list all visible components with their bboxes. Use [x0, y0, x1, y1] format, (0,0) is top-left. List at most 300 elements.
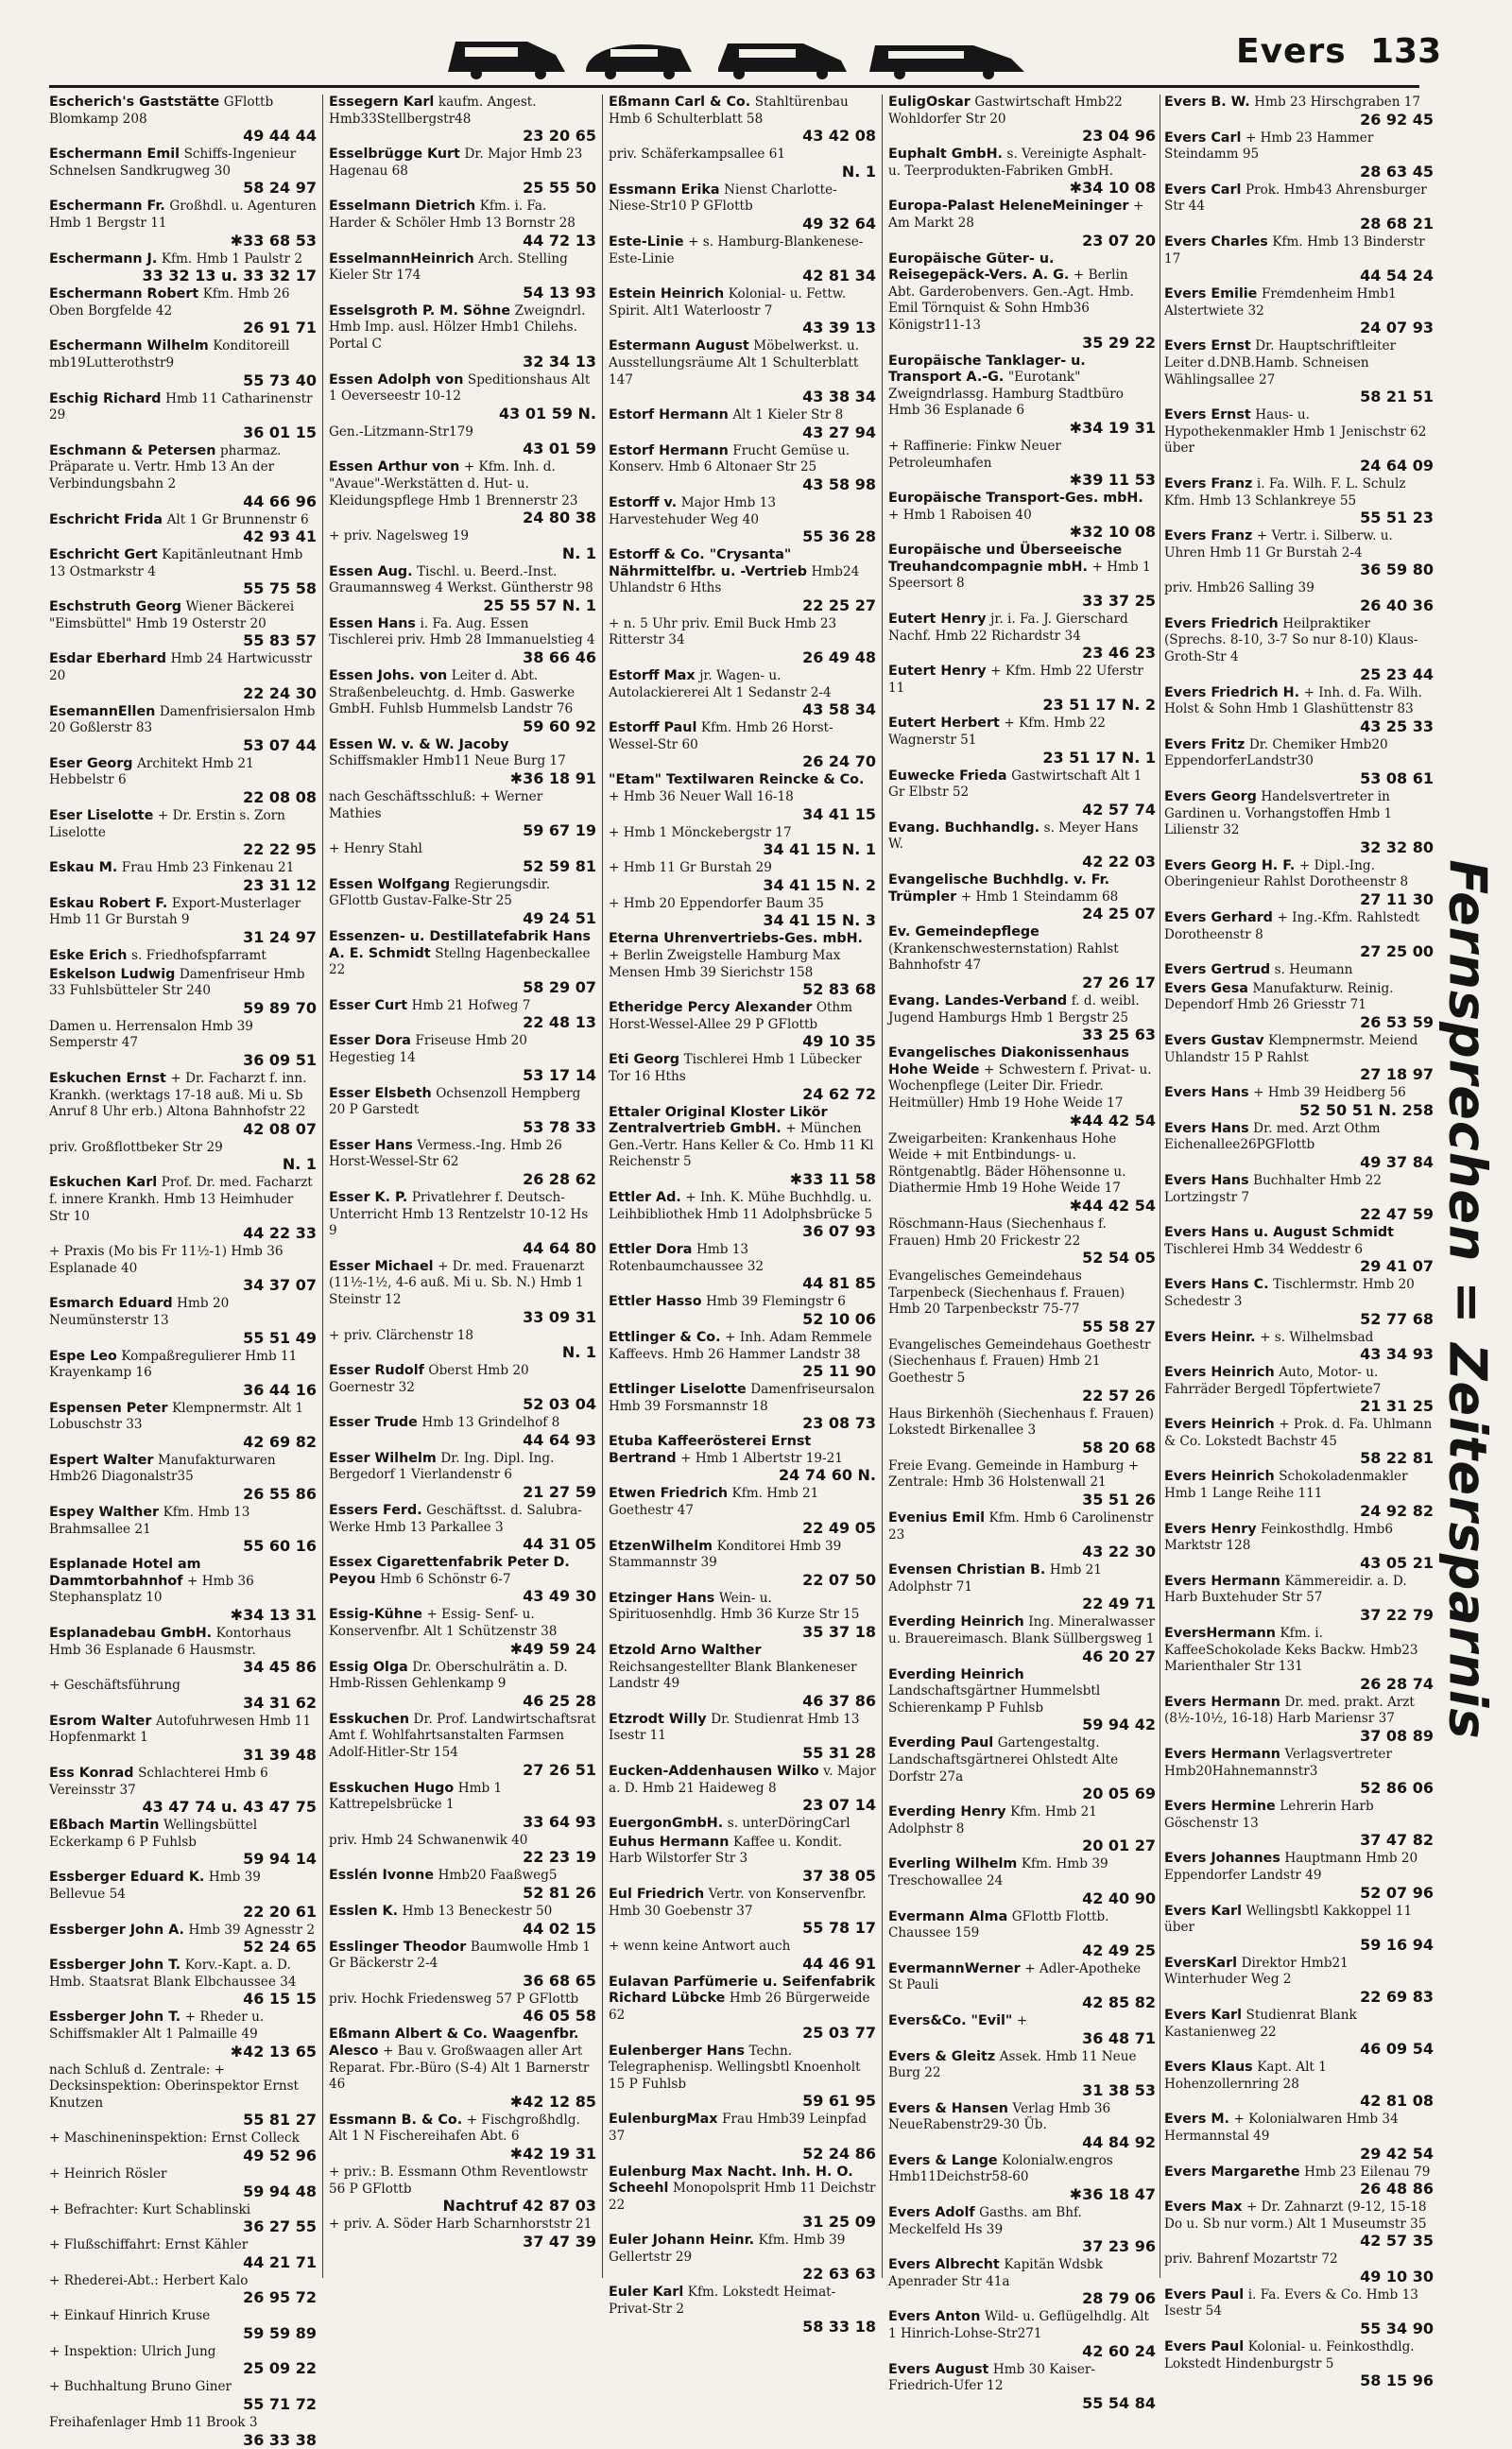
- entry-phone: 44 64 93: [523, 1430, 596, 1449]
- entry-details: Kfm. Lokstedt Heimat-Privat-Str 2: [609, 2285, 836, 2318]
- entry-phone: 37 47 82: [1360, 1831, 1434, 1850]
- entry-phone: 46 20 27: [1082, 1647, 1156, 1665]
- entry-name: Estein Heinrich: [609, 286, 725, 302]
- entry-details: + Kfm. Hmb 22 Wagnerstr 51: [888, 716, 1106, 749]
- entry-phone: 44 02 15: [523, 1919, 596, 1938]
- entry-details: s. Meyer Hans W.: [888, 819, 1139, 853]
- entry-name: EuergonGmbH.: [609, 1816, 724, 1832]
- directory-entry: [609, 286, 876, 336]
- entry-phone: 42 57 74: [1082, 800, 1156, 819]
- entry-name: Esslén Ivonne: [329, 1868, 435, 1884]
- entry-details: Hmb 11 Catharinenstr 29: [49, 390, 313, 423]
- directory-entry: [609, 2285, 876, 2335]
- header-rule: [49, 85, 1419, 88]
- directory-entry: [1164, 1626, 1434, 1693]
- column-divider: [882, 95, 883, 2278]
- entry-phone: 23 46 23: [1082, 644, 1156, 663]
- entry-name: Eulenburg Max Nacht. Inh. H. O. Scheehl: [609, 2164, 853, 2197]
- entry-details: Reichsangestellter Blank Blankeneser Landstr 49: [609, 1659, 857, 1692]
- directory-entry: [1164, 528, 1434, 578]
- entry-name: Eschricht Frida: [49, 511, 163, 527]
- entry-name: Eschig Richard: [49, 390, 162, 406]
- entry-details: Schiffs-Ingenieur Schnelsen Sandkrugweg 30: [49, 147, 297, 179]
- entry-details: + Hmb 20 Eppendorfer Baum 35: [609, 895, 824, 911]
- directory-entry: [49, 95, 317, 145]
- entry-details: Wellingsbtl Kakkoppel 11 über: [1164, 1903, 1413, 1936]
- directory-entry: [329, 1086, 596, 1136]
- entry-details: Dr. Chemiker Hmb20 EppendorferLandstr30: [1164, 736, 1388, 769]
- entry-phone: 24 74 60 N.: [779, 1466, 876, 1485]
- directory-entry: [1164, 962, 1434, 979]
- entry-phone: ✱34 19 31: [1069, 418, 1156, 437]
- entry-details: + Kfm. Inh. d. "Avaue"-Werkstätten d. Hut- u. Kleidungspflege Hmb 1 Brennerstr 23: [329, 459, 578, 509]
- directory-entry: [888, 1961, 1156, 2011]
- entry-details: Kfm. Hmb 13 Binderstr 17: [1164, 233, 1425, 267]
- entry-phone: 37 47 39: [523, 2232, 596, 2251]
- entry-name: Eutert Herbert: [888, 716, 1000, 732]
- entry-name: Essen Wolfgang: [329, 876, 451, 892]
- entry-details: Damen u. Herrensalon Hmb 39 Semperstr 47: [49, 1018, 253, 1051]
- entry-phone: 23 51 17 N. 1: [1042, 748, 1156, 767]
- entry-name: Estorff v.: [609, 494, 678, 510]
- entry-name: Europäische Transport-Ges. mbH.: [888, 491, 1143, 507]
- entry-details: (Krankenschwesternstation) Rahlst Bahnhofstr 47: [888, 940, 1119, 974]
- entry-details: + Hmb 1 Speersort 8: [888, 559, 1151, 592]
- directory-entry: [888, 2257, 1156, 2307]
- directory-entry: [888, 1856, 1156, 1906]
- entry-phone: 37 38 05: [802, 1866, 876, 1885]
- entry-name: EtzenWilhelm: [609, 1538, 713, 1554]
- entry-details: Kfm. Hmb 6 Carolinenstr 23: [888, 1510, 1154, 1543]
- entry-name: Este-Linie: [609, 233, 684, 250]
- entry-phone: 42 93 41: [243, 527, 317, 546]
- entry-details: Prok. Hmb43 Ahrensburger Str 44: [1164, 181, 1427, 215]
- directory-entry: [1164, 2008, 1434, 2058]
- directory-entry: [1164, 407, 1434, 474]
- entry-name: Ettler Dora: [609, 1242, 693, 1258]
- entry-phone: 58 33 18: [802, 2317, 876, 2336]
- entry-phone: 52 54 05: [1082, 1249, 1156, 1268]
- entry-phone: 42 22 03: [1082, 853, 1156, 871]
- entry-details: + Henry Stahl: [329, 841, 422, 857]
- entry-details: + Einkauf Hinrich Kruse: [49, 2308, 211, 2324]
- directory-entry: [609, 1539, 876, 1589]
- entry-name: Eschermann Robert: [49, 286, 199, 302]
- column-divider: [602, 95, 603, 2278]
- entry-details: Friseuse Hmb 20 Hegestieg 14: [329, 1033, 527, 1065]
- directory-entry: [888, 1337, 1156, 1405]
- entry-details: Lehrerin Harb Göschenstr 13: [1164, 1799, 1374, 1831]
- entry-name: Esplanade Hotel am Dammtorbahnhof: [49, 1557, 201, 1589]
- directory-entry: [49, 1244, 317, 1294]
- entry-name: Etuba Kaffeerösterei Ernst Bertrand: [609, 1434, 812, 1466]
- entry-name: Eschmann & Petersen: [49, 442, 216, 458]
- entry-name: EversHermann: [1164, 1626, 1276, 1642]
- entry-phone: 44 21 71: [243, 2252, 317, 2271]
- directory-entry: [609, 95, 876, 145]
- directory-entry: [888, 1735, 1156, 1802]
- directory-entry: [329, 1555, 596, 1605]
- entry-details: Möbelwerkst. u. Ausstellungsräume Alt 1 Schulterblatt 147: [609, 338, 860, 388]
- entry-phone: 26 95 72: [243, 2288, 317, 2307]
- entry-name: Evers Paul: [1164, 2339, 1245, 2355]
- entry-details: + München Gen.-Vertr. Hans Keller & Co. Hmb 11 Kl Reichenstr 5: [609, 1121, 874, 1170]
- entry-phone: 34 41 15 N. 3: [763, 911, 876, 930]
- entry-details: Prof. Dr. med. Facharzt f. innere Krankh. Hmb 13 Heimhuder Str 10: [49, 1175, 313, 1224]
- entry-details: Großhdl. u. Agenturen Hmb 1 Bergstr 11: [49, 198, 317, 231]
- directory-entry: [609, 1294, 876, 1328]
- entry-details: Kolonial- u. Fettw. Spirit. Alt1 Waterloostr 7: [609, 286, 847, 319]
- entry-name: Eulavan Parfümerie u. Seifenfabrik Richard Lübcke: [609, 1974, 876, 2007]
- entry-phone: 46 05 58: [523, 2007, 596, 2026]
- entry-phone: 26 92 45: [1360, 110, 1434, 129]
- entry-name: Eßbach Martin: [49, 1818, 160, 1834]
- entry-details: Kapitänleutnant Hmb 13 Ostmarkstr 4: [49, 547, 303, 579]
- entry-phone: 42 57 35: [1360, 2232, 1434, 2251]
- directory-entry: [49, 2130, 317, 2164]
- entry-phone: 26 55 86: [243, 1485, 317, 1504]
- entry-details: + priv. Clärchenstr 18: [329, 1327, 474, 1343]
- entry-phone: 22 07 50: [802, 1570, 876, 1589]
- directory-entry: [609, 1382, 876, 1432]
- directory-entry: [329, 1940, 596, 1990]
- directory-entry: [609, 896, 876, 930]
- entry-details: Hmb 24 Hartwicusstr 20: [49, 651, 313, 684]
- entry-name: Europäische Güter- u. Reisegepäck-Vers. A. G.: [888, 250, 1070, 284]
- entry-name: Evers Carl: [1164, 129, 1242, 146]
- entry-phone: 43 42 08: [802, 127, 876, 146]
- directory-entry: [49, 512, 317, 546]
- directory-entry: [329, 2113, 596, 2163]
- entry-details: Wild- u. Geflügelhdlg. Alt 1 Hinrich-Lohse-Str271: [888, 2309, 1149, 2342]
- entry-phone: 32 32 80: [1360, 837, 1434, 856]
- entry-phone: 59 89 70: [243, 998, 317, 1017]
- entry-details: nach Geschäftsschluß: + Werner Mathies: [329, 789, 543, 821]
- directory-entry: [609, 1052, 876, 1102]
- entry-details: Tischlerei Hmb 1 Lübecker Tor 16 Hths: [609, 1052, 862, 1084]
- directory-entry: [1164, 2164, 1434, 2199]
- entry-name: Evers & Lange: [888, 2152, 998, 2168]
- entry-details: i. Fa. Aug. Essen Tischlerei priv. Hmb 28 Immanuelstieg 4: [329, 615, 595, 648]
- entry-phone: 22 49 05: [802, 1518, 876, 1537]
- entry-details: + Hmb 1 Mönckebergstr 17: [609, 824, 792, 840]
- directory-entry: [329, 1607, 596, 1657]
- entry-name: Esselsgroth P. M. Söhne: [329, 302, 511, 319]
- entry-phone: 27 26 17: [1082, 973, 1156, 992]
- directory-entry: [49, 1714, 317, 1764]
- entry-phone: N. 1: [561, 1343, 596, 1362]
- directory-entry: [1164, 476, 1434, 526]
- directory-entry: [609, 2044, 876, 2111]
- entry-name: Euwecke Frieda: [888, 767, 1007, 784]
- directory-entry: [49, 251, 317, 285]
- directory-entry: [329, 1259, 596, 1326]
- entry-phone: 26 28 62: [523, 1169, 596, 1188]
- entry-details: Manufakturwaren Hmb26 Diagonalstr35: [49, 1452, 276, 1485]
- entry-name: Ettaler Original Kloster Likör Zentralvertrieb GmbH.: [609, 1104, 828, 1137]
- entry-phone: 36 44 16: [243, 1380, 317, 1399]
- entry-phone: 43 22 30: [1082, 1543, 1156, 1561]
- entry-name: Evers Georg H. F.: [1164, 857, 1296, 873]
- entry-details: Evangelisches Gemeindehaus Tarpenbeck (Siechenhaus f. Frauen) Hmb 20 Tarpenbeckstr 75-77: [888, 1268, 1125, 1318]
- entry-name: Evers Friedrich H.: [1164, 684, 1300, 700]
- entry-details: + Fischgroßhdlg. Alt 1 N Fischereihafen Abt. 6: [329, 2112, 580, 2145]
- directory-entry: [49, 1870, 317, 1920]
- entry-details: Wiener Bäckerei "Eimsbüttel" Hmb 19 Osterstr 20: [49, 599, 295, 631]
- entry-details: Alt 1 Gr Brunnenstr 6: [166, 511, 309, 527]
- entry-details: Kfm. Hmb 26 Oben Borgfelde 42: [49, 286, 290, 319]
- entry-details: + Dipl.-Ing. Oberingenieur Rahlst Dorotheenstr 8: [1164, 857, 1409, 890]
- entry-details: Freie Evang. Gemeinde in Hamburg + Zentrale: Hmb 36 Holstenwall 21: [888, 1457, 1140, 1491]
- entry-phone: 37 08 89: [1360, 1727, 1434, 1745]
- entry-name: Eutert Henry: [888, 612, 987, 628]
- entry-name: Eutert Henry: [888, 664, 987, 680]
- entry-details: Hmb 13 Rotenbaumchaussee 32: [609, 1242, 765, 1274]
- directory-entry: [609, 1434, 876, 1484]
- directory-entry: [329, 1363, 596, 1413]
- directory-entry: [49, 338, 317, 388]
- entry-phone: 42 60 24: [1082, 2341, 1156, 2360]
- directory-entry: [1164, 1904, 1434, 1954]
- entry-phone: 49 52 96: [243, 2146, 317, 2164]
- entry-phone: 33 25 63: [1082, 1026, 1156, 1044]
- directory-entry: [329, 1415, 596, 1449]
- directory-entry: [888, 924, 1156, 992]
- entry-details: Hmb 30 Kaiser-Friedrich-Ufer 12: [888, 2361, 1095, 2394]
- entry-phone: 59 94 14: [243, 1850, 317, 1869]
- directory-entry: [329, 1868, 596, 1902]
- entry-phone: 24 07 93: [1360, 319, 1434, 337]
- directory-entry: [888, 1562, 1156, 1613]
- entry-phone: 55 81 27: [243, 2111, 317, 2130]
- entry-phone: 33 09 31: [523, 1307, 596, 1326]
- entry-name: Everding Henry: [888, 1804, 1006, 1820]
- directory-entry: [609, 860, 876, 894]
- entry-phone: 23 20 65: [523, 127, 596, 146]
- entry-phone: 42 85 82: [1082, 1992, 1156, 2011]
- entry-name: Evers & Gleitz: [888, 2048, 996, 2064]
- entry-phone: 43 25 33: [1360, 716, 1434, 735]
- entry-details: Arch. Stelling Kieler Str 174: [329, 250, 568, 284]
- directory-entry: [888, 612, 1156, 662]
- entry-phone: 58 21 51: [1360, 388, 1434, 406]
- entry-name: Ettlinger Liselotte: [609, 1382, 747, 1398]
- directory-entry: [1164, 2199, 1434, 2250]
- entry-details: + s. Hamburg-Blankenese-Este-Linie: [609, 233, 864, 267]
- entry-phone: 53 07 44: [243, 735, 317, 754]
- entry-details: + Buchhaltung Bruno Giner: [49, 2379, 232, 2395]
- directory-entry: [888, 2362, 1156, 2412]
- entry-details: priv. Bahrenf Mozartstr 72: [1164, 2251, 1338, 2268]
- entry-details: Ochsenzoll Hempberg 20 P Garstedt: [329, 1085, 581, 1118]
- entry-details: nach Schluß d. Zentrale: + Decksinspektion: Oberinspektor Ernst Knutzen: [49, 2061, 300, 2111]
- entry-phone: 44 31 05: [523, 1535, 596, 1554]
- directory-entry: [49, 1349, 317, 1399]
- entry-details: jr. Wagen- u. Autolackiererei Alt 1 Sedanstr 2-4: [609, 668, 832, 700]
- entry-phone: 55 54 84: [1082, 2393, 1156, 2412]
- entry-phone: 52 24 65: [243, 1938, 317, 1957]
- entry-phone: 31 38 53: [1082, 2080, 1156, 2099]
- directory-entry: [888, 768, 1156, 819]
- entry-phone: ✱33 11 58: [789, 1169, 876, 1188]
- entry-details: Wellingsbüttel Eckerkamp 6 P Fuhlsb: [49, 1818, 258, 1850]
- entry-name: Evers Margarethe: [1164, 2164, 1300, 2180]
- entry-details: + Berlin Zweigstelle Hamburg Max Mensen Hmb 39 Sierichstr 158: [609, 948, 841, 980]
- entry-phone: 31 39 48: [243, 1746, 317, 1764]
- entry-phone: 26 28 74: [1360, 1674, 1434, 1693]
- entry-phone: 52 24 86: [802, 2144, 876, 2163]
- directory-entry: [329, 616, 596, 666]
- directory-entry: [888, 872, 1156, 923]
- directory-entry: [609, 234, 876, 285]
- entry-details: + Rheder u. Schiffsmakler Alt 1 Palmaille 49: [49, 2009, 265, 2042]
- entry-name: Evers Gertrud: [1164, 962, 1271, 978]
- entry-name: Evangelische Buchhdlg. v. Fr. Trümpler: [888, 872, 1110, 905]
- entry-phone: 52 86 06: [1360, 1779, 1434, 1798]
- directory-entry: [609, 1887, 876, 1937]
- entry-details: + Essig- Senf- u. Konservenfbr. Alt 1 Schützenstr 38: [329, 1607, 558, 1640]
- directory-entry: [49, 2344, 317, 2378]
- entry-details: + Vertr. i. Silberw. u. Uhren Hmb 11 Gr Burstah 2-4: [1164, 528, 1393, 561]
- entry-details: Frau Hmb 23 Finkenau 21: [121, 860, 295, 876]
- entry-phone: 31 25 09: [802, 2213, 876, 2232]
- entry-details: + Schwestern f. Privat- u. Wochenpflege (Leiter Dir. Friedr. Heitmüller) Hmb 19 Hohe Weide 17: [888, 1061, 1152, 1111]
- entry-name: Evers Hans C.: [1164, 1277, 1269, 1293]
- entry-details: Kfm. Hmb 21 Adolphstr 8: [888, 1804, 1097, 1837]
- entry-name: Esselmann Dietrich: [329, 198, 476, 215]
- entry-name: Evers Hans: [1164, 1085, 1249, 1101]
- entry-details: + Adler-Apotheke St Pauli: [888, 1960, 1142, 1993]
- entry-details: Gastwirtschaft Hmb22 Wohldorfer Str 20: [888, 95, 1123, 127]
- directory-entry: [1164, 1173, 1434, 1223]
- entry-details: Hmb 6 Schönstr 6-7: [380, 1571, 511, 1587]
- directory-entry: [609, 2233, 876, 2283]
- entry-phone: 46 09 54: [1360, 2040, 1434, 2059]
- entry-details: + Ing.-Kfm. Rahlstedt Dorotheenstr 8: [1164, 910, 1420, 942]
- entry-phone: 23 08 73: [802, 1414, 876, 1433]
- entry-details: Kfm. Hmb 39 Gellertstr 29: [609, 2233, 846, 2265]
- entry-details: + Inh. d. Fa. Wilh. Holst & Sohn Hmb 1 Glashüttenstr 83: [1164, 684, 1422, 717]
- entry-name: Evers M.: [1164, 2112, 1229, 2128]
- entry-details: Freihafenlager Hmb 11 Brook 3: [49, 2415, 258, 2431]
- entry-details: priv. Schäferkampsallee 61: [609, 147, 786, 163]
- entry-name: Evermann Alma: [888, 1908, 1008, 1924]
- entry-details: Assek. Hmb 11 Neue Burg 22: [888, 2048, 1137, 2081]
- entry-phone: 55 58 27: [1082, 1317, 1156, 1336]
- entry-details: priv. Hochk Friedensweg 57 P GFlottb: [329, 1991, 579, 2007]
- entry-details: + n. 5 Uhr priv. Emil Buck Hmb 23 Ritterstr 34: [609, 615, 837, 648]
- entry-name: Evers Gerhard: [1164, 910, 1273, 925]
- entry-details: + Dr. Facharzt f. inn. Krankh. (werktags 17-18 auß. Mi u. Sb Anruf 8 Uhr erb.) Altona Bahnhofstr 22: [49, 1070, 307, 1120]
- entry-phone: 28 63 45: [1360, 162, 1434, 181]
- entry-name: Evers Gustav: [1164, 1032, 1264, 1048]
- directory-entry: [609, 147, 876, 181]
- directory-entry: [49, 896, 317, 946]
- directory-entry: [888, 1216, 1156, 1267]
- entry-phone: 33 64 93: [523, 1812, 596, 1831]
- entry-name: Eschricht Gert: [49, 547, 158, 563]
- entry-name: Essen Johs. von: [329, 668, 448, 684]
- entry-phone: 53 17 14: [523, 1065, 596, 1084]
- directory-entry: [888, 1045, 1156, 1129]
- directory-entry: [49, 2415, 317, 2449]
- entry-name: Europäische und Überseeische Treuhandcompagnie mbH.: [888, 543, 1123, 575]
- entry-phone: 58 24 97: [243, 179, 317, 198]
- entry-details: Alt 1 Kieler Str 8: [732, 407, 844, 423]
- entry-phone: 44 46 91: [802, 1954, 876, 1973]
- entry-phone: 27 25 00: [1360, 942, 1434, 961]
- entry-details: Privatlehrer f. Deutsch-Unterricht Hmb 13 Rentzelstr 10-12 Hs 9: [329, 1189, 589, 1239]
- entry-details: "Eurotank" Zweigndrlassg. Hamburg Stadtbüro Hmb 36 Esplanade 6: [888, 370, 1124, 419]
- entry-details: Speditionshaus Alt 1 Oeverseestr 10-12: [329, 371, 591, 405]
- entry-details: Korv.-Kapt. a. D. Hmb. Staatsrat Blank Elbchaussee 34: [49, 1957, 297, 1990]
- entry-phone: ✱42 12 85: [509, 2092, 596, 2111]
- entry-phone: 25 09 22: [243, 2359, 317, 2378]
- directory-entry: [888, 993, 1156, 1043]
- entry-name: Evangelisches Diakonissenhaus Hohe Weide: [888, 1045, 1129, 1078]
- column-1: [49, 95, 317, 2449]
- directory-entry: [1164, 858, 1434, 908]
- directory-entry: [609, 443, 876, 493]
- entry-details: Zweigndrl. Hmb Imp. ausl. Hölzer Hmb1 Chilehs. Portal C: [329, 302, 586, 352]
- entry-phone: 42 81 34: [802, 267, 876, 285]
- entry-name: Ettler Hasso: [609, 1294, 702, 1310]
- entry-name: Eschstruth Georg: [49, 599, 182, 615]
- directory-entry: [1164, 1033, 1434, 1083]
- entry-phone: 24 64 09: [1360, 456, 1434, 474]
- entry-phone: 28 68 21: [1360, 214, 1434, 233]
- entry-name: Eske Erich: [49, 948, 128, 963]
- entry-name: Euler Johann Heinr.: [609, 2233, 755, 2249]
- entry-phone: 58 15 96: [1360, 2371, 1434, 2390]
- entry-phone: 52 07 96: [1360, 1883, 1434, 1902]
- entry-name: Eskuchen Karl: [49, 1175, 158, 1191]
- entry-details: Autofuhrwesen Hmb 11 Hopfenmarkt 1: [49, 1713, 312, 1746]
- directory-entry: [888, 543, 1156, 610]
- directory-entry: [609, 1939, 876, 1973]
- directory-entry: [329, 737, 596, 787]
- directory-entry: [888, 1268, 1156, 1336]
- entry-phone: 38 66 46: [523, 648, 596, 667]
- directory-entry: [329, 303, 596, 371]
- directory-entry: [49, 2273, 317, 2307]
- entry-name: Evers Adolf: [888, 2205, 975, 2221]
- entry-details: Gartengestaltg. Landschaftsgärtnerei Ohlstedt Alte Dorfstr 27a: [888, 1735, 1119, 1785]
- entry-phone: 34 45 86: [243, 1658, 317, 1677]
- entry-phone: 52 50 51 N. 258: [1299, 1100, 1434, 1119]
- entry-phone: ✱36 18 47: [1069, 2185, 1156, 2204]
- entry-phone: 54 13 93: [523, 283, 596, 302]
- entry-details: Hmb 21 Adolphstr 71: [888, 1562, 1102, 1595]
- entry-name: Evers Max: [1164, 2199, 1243, 2216]
- directory-entry: [1164, 1522, 1434, 1572]
- entry-phone: 34 41 15 N. 2: [763, 875, 876, 894]
- directory-entry: [49, 1071, 317, 1138]
- entry-phone: 35 51 26: [1082, 1491, 1156, 1509]
- entry-name: Espey Walther: [49, 1505, 160, 1521]
- entry-name: Everling Wilhelm: [888, 1856, 1018, 1872]
- entry-phone: 55 36 28: [802, 527, 876, 546]
- entry-details: Kfm. Hmb 1 Paulstr 2: [161, 250, 302, 267]
- entry-details: + Dr. Zahnarzt (9-12, 15-18 Do u. Sb nur vorm.) Alt 1 Museumstr 35: [1164, 2199, 1427, 2232]
- entry-name: Esser Rudolf: [329, 1363, 424, 1379]
- directory-entry: [329, 1992, 596, 2026]
- entry-phone: 59 94 42: [1082, 1716, 1156, 1734]
- directory-entry: [49, 1453, 317, 1503]
- directory-entry: [609, 2164, 876, 2232]
- entry-name: Evers Hans: [1164, 1172, 1249, 1188]
- entry-name: Essen W. v. & W. Jacoby: [329, 736, 509, 752]
